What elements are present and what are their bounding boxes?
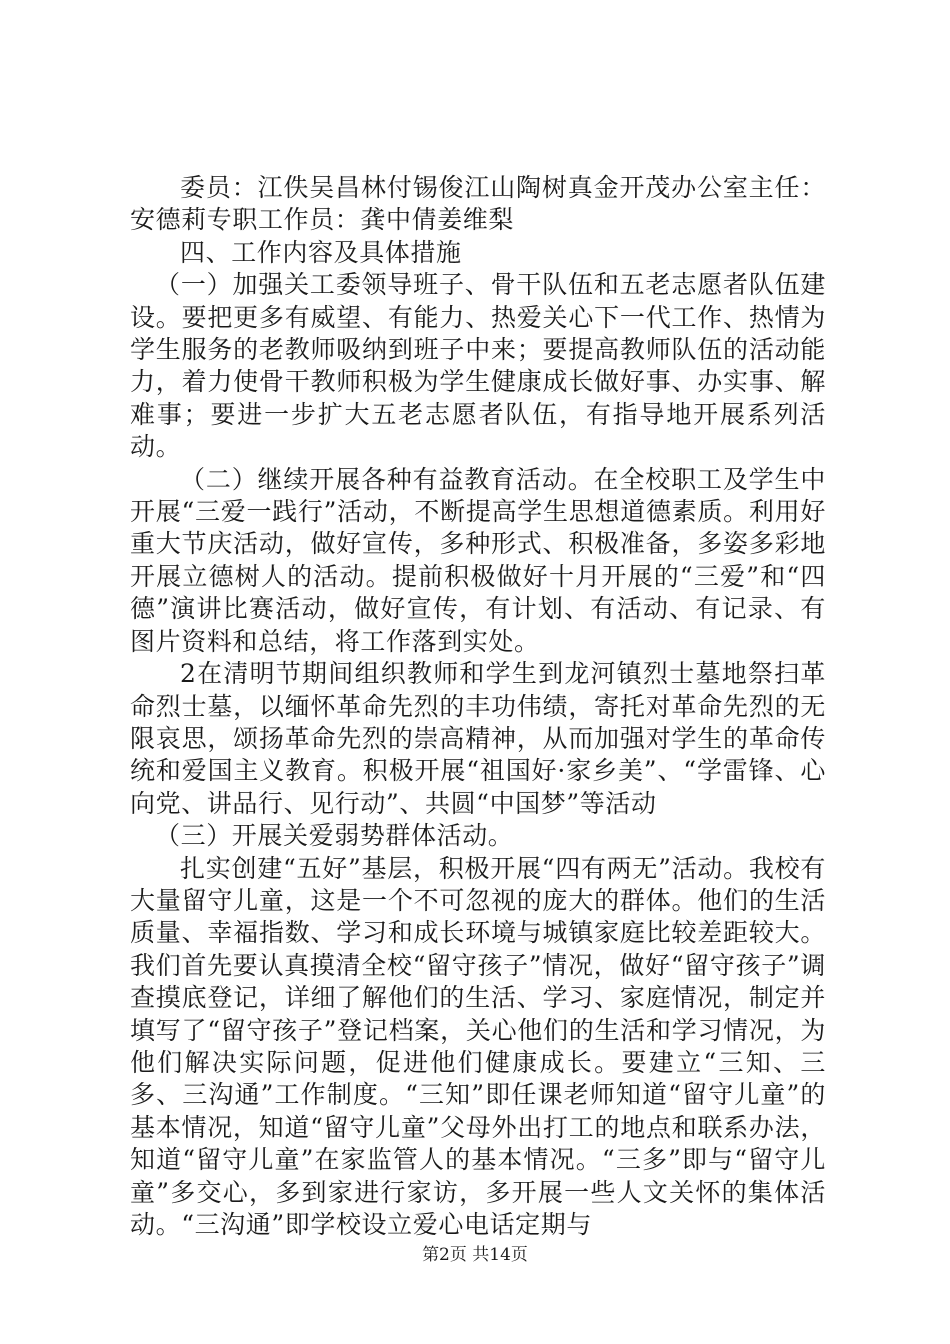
subsection-heading-care-vulnerable: （三）开展关爱弱势群体活动。	[155, 821, 514, 851]
paragraph-education-activities: （二）继续开展各种有益教育活动。在全校职工及学生中开展“三爱一践行”活动，不断提高学生思想道德素质。利用好重大节庆活动，做好宣传，多种形式、积极准备，多姿多彩地开展立德树人的活动。提前积极做好十月开展的“三爱”和“四德”演讲比赛活动，做好宣传，有计划、有活动、有记录、有图片资料和总结，将工作落到实处。	[130, 464, 826, 656]
section-heading-work-content: 四、工作内容及具体措施	[180, 237, 462, 267]
paragraph-leadership-team: （一）加强关工委领导班子、骨干队伍和五老志愿者队伍建设。要把更多有威望、有能力、热爱关心下一代工作、热情为学生服务的老教师吸纳到班子中来；要提高教师队伍的活动能力，着力使骨干教师积极为学生健康成长做好事、办实事、解难事；要进一步扩大五老志愿者队伍，有指导地开展系列活动。	[130, 270, 826, 462]
committee-members-paragraph: 委员：江佚吴昌林付锡俊江山陶树真金开茂办公室主任：安德莉专职工作员：龚中倩姜维梨	[130, 173, 826, 235]
page-number-footer: 第2页 共14页	[422, 1245, 528, 1265]
paragraph-qingming-activities: 2在清明节期间组织教师和学生到龙河镇烈士墓地祭扫革命烈士墓，以缅怀革命先烈的丰功伟绩，寄托对革命先烈的无限哀思，颂扬革命先烈的崇高精神，从而加强对学生的革命传统和爱国主义教育。积极开展“祖国好·家乡美”、“学雷锋、心向党、讲品行、见行动”、共圆“中国梦”等活动	[130, 659, 826, 818]
document-body	[130, 172, 826, 1241]
paragraph-left-behind-children: 扎实创建“五好”基层，积极开展“四有两无”活动。我校有大量留守儿童，这是一个不可忽视的庞大的群体。他们的生活质量、幸福指数、学习和成长环境与城镇家庭比较差距较大。我们首先要认真摸清全校“留守孩子”情况，做好“留守孩子”调查摸底登记，详细了解他们的生活、学习、家庭情况，制定并填写了“留守孩子”登记档案，关心他们的生活和学习情况，为他们解决实际问题，促进他们健康成长。要建立“三知、三多、三沟通”工作制度。“三知”即任课老师知道“留守儿童”的基本情况，知道“留守儿童”父母外出打工的地点和联系办法，知道“留守儿童”在家监管人的基本情况。“三多”即与“留守儿童”多交心，多到家进行家访，多开展一些人文关怀的集体活动。“三沟通”即学校设立爱心电话定期与	[130, 853, 826, 1239]
